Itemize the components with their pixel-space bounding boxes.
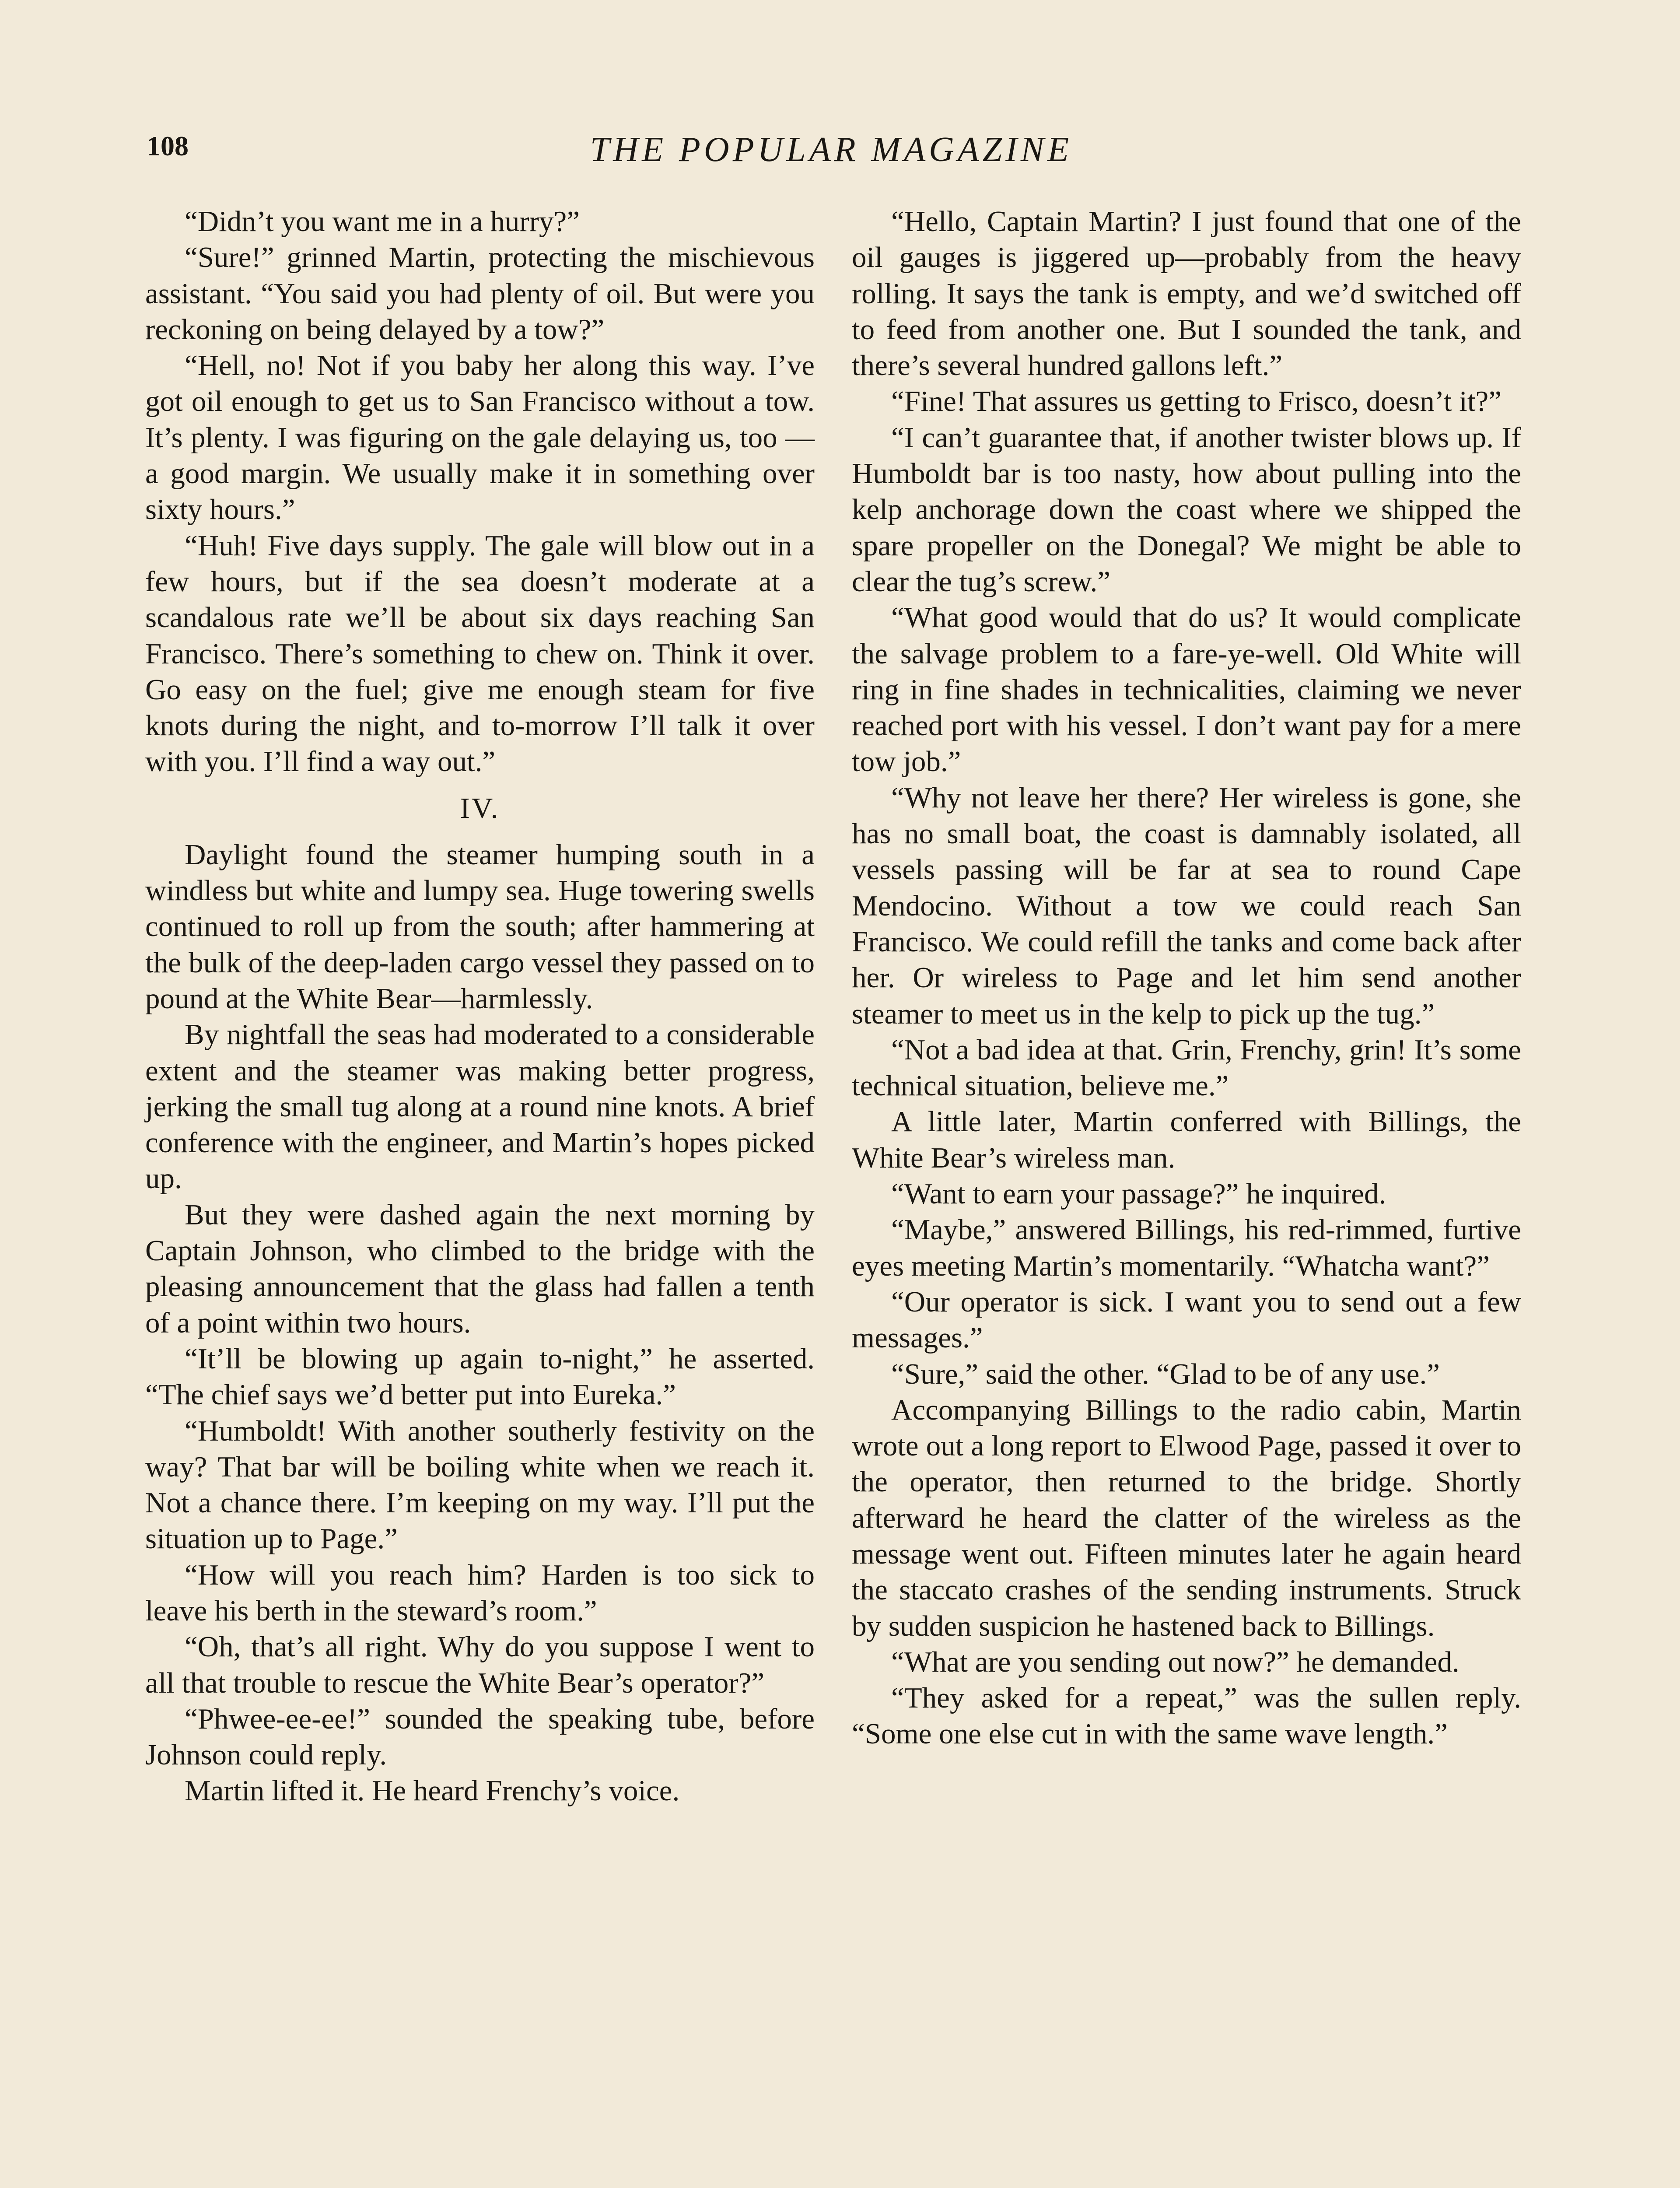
paragraph: “How will you reach him? Harden is too sick to leave his berth in the steward’s room.” (145, 1558, 815, 1627)
left-column (145, 203, 815, 1809)
paragraph: Accompanying Billings to the radio cabin, Martin wrote out a long report to Elwood Page, passed it over to the operator, then returned to the bridge. Shortly afterward he heard the clatter of the wireless as the message went out. Fifteen minutes later he again heard the staccato crashes of the sending instruments. Struck by sudden suspicion he hastened back to Billings. (852, 1393, 1521, 1642)
section-heading: IV. (460, 792, 500, 824)
paragraph: “Fine! That assures us getting to Frisco, doesn’t it?” (891, 385, 1502, 418)
paragraph: “Our operator is sick. I want you to send out a few messages.” (852, 1285, 1521, 1354)
paragraph: “I can’t guarantee that, if another twister blows up. If Humboldt bar is too nasty, how about pulling into the kelp anchorage down the coast where we shipped the spare propeller on the Donegal? We might be able to clear the tug’s screw.” (852, 421, 1521, 598)
page-number: 108 (147, 130, 189, 161)
paragraph: “Hello, Captain Martin? I just found that one of the oil gauges is jiggered up—probably from the heavy rolling. It says the tank is empty, and we’d switched off to feed from another one. But I sounded the tank, and there’s several hundred gallons left.” (852, 205, 1521, 382)
page-header (0, 0, 1680, 201)
paragraph: “Huh! Five days supply. The gale will blow out in a few hours, but if the sea doesn’t moderate at a scandalous rate we’ll be about six days reaching San Francisco. There’s something to chew on. Think it over. Go easy on the fuel; give me enough steam for five knots during the night, and to-morrow I’ll talk it over with you. I’ll find a way out.” (145, 529, 815, 778)
paragraph: “Not a bad idea at that. Grin, Frenchy, grin! It’s some technical situation, believe me.” (852, 1033, 1521, 1102)
right-column (852, 203, 1521, 1752)
paragraph: “Why not leave her there? Her wireless is gone, she has no small boat, the coast is damnably isolated, all vessels passing will be far at sea to round Cape Mendocino. Without a tow we could reach San Francisco. We could refill the tanks and come back after her. Or wireless to Page and let him send another steamer to meet us in the kelp to pick up the tug.” (852, 781, 1521, 1030)
paragraph: “Sure,” said the other. “Glad to be of any use.” (891, 1357, 1440, 1390)
paragraph: But they were dashed again the next morning by Captain Johnson, who climbed to the bridge with the pleasing announcement that the glass had fallen a tenth of a point within two hours. (145, 1198, 815, 1339)
paragraph: “Oh, that’s all right. Why do you suppose I went to all that trouble to rescue the White Bear’s operator?” (145, 1630, 815, 1699)
paragraph: By nightfall the seas had moderated to a considerable extent and the steamer was making better progress, jerking the small tug along at a round nine knots. A brief conference with the engineer, and Martin’s hopes picked up. (145, 1018, 815, 1195)
paragraph: “It’ll be blowing up again to-night,” he asserted. “The chief says we’d better put into Eureka.” (145, 1342, 815, 1411)
running-title: THE POPULAR MAGAZINE (590, 130, 1073, 169)
paragraph: “What good would that do us? It would complicate the salvage problem to a fare-ye-well. Old White will ring in fine shades in technicalities, claiming we never reached port with his vessel. I don’t want pay for a mere tow job.” (852, 601, 1521, 778)
paragraph: Martin lifted it. He heard Frenchy’s voice. (185, 1774, 680, 1807)
paragraph: A little later, Martin conferred with Billings, the White Bear’s wireless man. (852, 1105, 1521, 1174)
paragraph: “Didn’t you want me in a hurry?” (185, 205, 580, 238)
paragraph: “Maybe,” answered Billings, his red-rimmed, furtive eyes meeting Martin’s momentarily. “Whatcha want?” (852, 1213, 1521, 1282)
paragraph: “Hell, no! Not if you baby her along this way. I’ve got oil enough to get us to San Francisco without a tow. It’s plenty. I was figuring on the gale delaying us, too —a good margin. We usually make it in something over sixty hours.” (145, 349, 815, 526)
paragraph: “Sure!” grinned Martin, protecting the mischievous assistant. “You said you had plenty of oil. But were you reckoning on being delayed by a tow?” (145, 241, 815, 346)
paragraph: “What are you sending out now?” he demanded. (891, 1645, 1460, 1678)
paragraph: “Phwee-ee-ee!” sounded the speaking tube, before Johnson could reply. (145, 1702, 815, 1771)
paragraph: “Humboldt! With another southerly festivity on the way? That bar will be boiling white when we reach it. Not a chance there. I’m keeping on my way. I’ll put the situation up to Page.” (145, 1414, 815, 1555)
paragraph: Daylight found the steamer humping south in a windless but white and lumpy sea. Huge towering swells continued to roll up from the south; after hammering at the bulk of the deep-laden cargo vessel they passed on to pound at the White Bear—harmlessly. (145, 838, 815, 1015)
paragraph: “Want to earn your passage?” he inquired. (891, 1178, 1386, 1210)
paragraph: “They asked for a repeat,” was the sullen reply. “Some one else cut in with the same wave length.” (852, 1682, 1521, 1750)
